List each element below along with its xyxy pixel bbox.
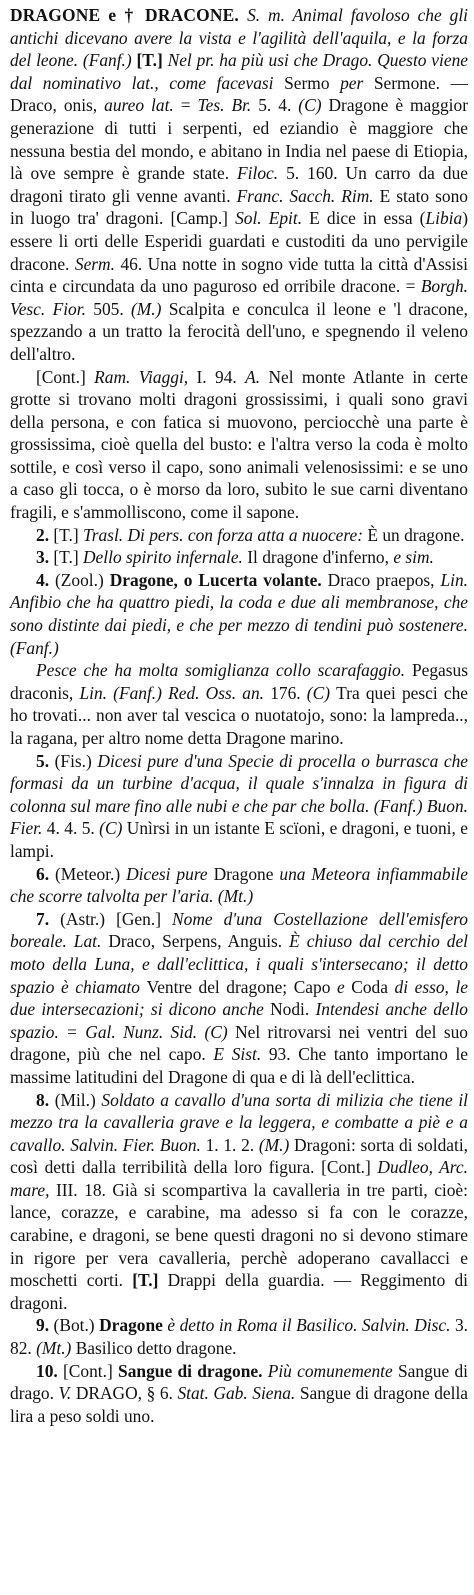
entry-text-segment: È chiuso dal cerchio del moto della Luna, e dall'eclittica, i quali s'intersecano; il detto spazio è chiamato: [10, 931, 469, 997]
entry-paragraph-10: [10, 1314, 468, 1359]
entry-text-segment: 1. 1. 2.: [205, 1134, 259, 1155]
entry-text-segment: di esso, le due intersecazioni; si dicono anche: [10, 976, 468, 1020]
entry-text-segment: [T.]: [136, 50, 168, 71]
entry-text-segment: DRAGO,: [75, 1383, 147, 1404]
entry-text-segment: 5. 4.: [258, 95, 299, 116]
entry-text-segment: 505.: [93, 298, 132, 319]
entry-text-segment: Ventre del dragone;: [146, 976, 294, 997]
dictionary-entry-body: [10, 4, 468, 1427]
entry-text-segment: S. m. Animal favoloso che gli antichi dicevano avere la vista e l'agilità dell'aquila, e la forza del leone. (Fanf.): [10, 5, 468, 71]
entry-text-segment: 3. 82.: [10, 1315, 469, 1359]
entry-text-segment: Scalpita e conculca il leone e 'l dracone, spezzando a un tratto la ferocità dell'uno, e spegnendo il veleno dell'altro.: [10, 298, 468, 364]
entry-paragraph-7: [10, 863, 468, 908]
entry-text-segment: Trasl. Di pers. con forza atta a nuocere:: [83, 524, 368, 545]
entry-text-segment: ) essere li orti delle Esperidi guardati e custoditi da uno pervigile dracone.: [10, 208, 468, 274]
entry-text-segment: Dragone è maggior generazione di tutti i serpenti, ed eziandio è maggiore che nessuna bestia del mondo, e abitano in India nel paese di Etiopia, là ove sempre è grande state.: [10, 95, 468, 184]
entry-text-segment: =: [180, 95, 198, 116]
entry-text-segment: Franc. Sacch. Rim.: [236, 185, 380, 206]
entry-text-segment: A.: [245, 366, 269, 387]
entry-text-segment: aureo lat.: [104, 95, 181, 116]
entry-text-segment: (Meteor.): [54, 863, 127, 884]
entry-text-segment: Lin. (Fanf.) Red. Oss. an.: [79, 682, 271, 703]
entry-text-segment: Sermone. —: [373, 72, 468, 93]
entry-text-segment: Il dragone d'inferno,: [247, 547, 394, 568]
entry-paragraph-4: [10, 569, 468, 659]
entry-text-segment: Draco praepos,: [327, 569, 441, 590]
entry-text-segment: Unìrsi in un istante E scïoni, e dragoni, e tuoni, e lampi.: [10, 818, 468, 861]
entry-text-segment: Dragone: [213, 863, 280, 884]
entry-text-segment: Tra quei pesci che ho trovati... non aver tal vescica o nuotatojo, sono: la lampreda.., la ragana, per altro nome detta Dragone marino.: [10, 682, 468, 748]
entry-text-segment: Coda: [351, 976, 395, 997]
entry-text-segment: (M.): [131, 298, 169, 319]
entry-text-segment: (Zool.): [55, 569, 110, 590]
entry-text-segment: e sim.: [393, 547, 434, 568]
entry-paragraph-8: [10, 908, 468, 1089]
entry-text-segment: 46. Una notte in sogno vide tutta la città d'Assisi cinta e circundata da uno paguroso ed orribile dracone. =: [10, 253, 469, 297]
entry-text-segment: (Astr.) [Gen.]: [60, 908, 173, 929]
entry-text-segment: e: [336, 976, 352, 997]
entry-text-segment: Dragoni: sorta di soldati, così detti dalla terribilità della loro figura. [Cont.]: [10, 1134, 469, 1178]
entry-paragraph-9: [10, 1089, 468, 1315]
entry-text-segment: (Mt.): [36, 1338, 76, 1359]
entry-text-segment: III. 18. Già si scompartiva la cavalleria in tre parti, cioè: lance, corazze, e carabine, ma adesso si fa con le corazze, carabine, e dragoni, se bene questi dragoni no si devono stimare in rigore per vera cavalleria, perchè adoperano cavallacci e moschetti corti.: [10, 1179, 468, 1291]
entry-text-segment: Pegasus draconis,: [10, 660, 468, 703]
entry-text-segment: Borgh. Vesc. Fior.: [10, 276, 468, 319]
entry-text-segment: Drappi della guardia. — Reggimento di dragoni.: [10, 1270, 468, 1313]
entry-text-segment: Dudleo, Arc. mare,: [10, 1157, 468, 1200]
entry-paragraph-6: [10, 750, 468, 863]
entry-paragraph-5: [10, 659, 468, 749]
entry-text-segment: E dice in essa (: [309, 208, 426, 229]
entry-text-segment: Più comunemente: [267, 1360, 398, 1381]
entry-text-segment: Nel monte Atlante in certe grotte si trovano molti dragoni grossissimi, i quali sono gravi della persona, e con fatica si muovono, perciocchè una parte è grossissima, cioè quella del busto: e l'altra verso la coda è molto sottile, e così verso il capo, sono animali velenosissimi: e se uno a caso gli tocca, o è morso da loro, subito le sue carni diventano fragili, e s'ammolliscono, come il sapone.: [10, 366, 468, 523]
entry-text-segment: Tes. Br.: [197, 95, 259, 116]
entry-text-segment: Pesce che ha molta somiglianza collo scarafaggio.: [36, 660, 412, 681]
entry-text-segment: Capo: [293, 976, 337, 997]
entry-paragraph-2: [10, 524, 468, 547]
entry-text-segment: Dragone: [99, 1315, 168, 1336]
entry-text-segment: Libia: [425, 208, 463, 229]
entry-text-segment: Nel pr. ha più usi che Drago. Questo viene dal nominativo lat., come facevasi: [10, 50, 468, 93]
entry-text-segment: (M.): [258, 1134, 295, 1155]
entry-text-segment: Draco, Serpens, Anguis.: [108, 931, 290, 952]
entry-paragraph-0: [10, 4, 468, 366]
entry-text-segment: per: [340, 72, 374, 93]
entry-text-segment: 5. 160. Un carro da due dragoni tirato gli venne avanti.: [10, 163, 468, 206]
entry-text-segment: (Mil.): [54, 1089, 102, 1110]
entry-text-segment: Sol. Epit.: [235, 208, 310, 229]
entry-text-segment: Soldato a cavallo d'una sorta di milizia che tiene il mezzo tra la cavalleria grave e la leggera, e combatte a piè e a cavallo. Salvin. Fier. Buon.: [10, 1089, 469, 1155]
entry-text-segment: una Meteora infiammabile che scorre talvolta per l'aria. (Mt.): [10, 863, 468, 907]
entry-text-segment: 176.: [270, 682, 307, 703]
entry-text-segment: Filoc.: [237, 163, 287, 184]
entry-text-segment: Ram. Viaggi,: [94, 366, 197, 387]
entry-paragraph-11: [10, 1360, 468, 1428]
entry-text-segment: 6.: [36, 863, 55, 884]
entry-text-segment: § 6.: [146, 1383, 178, 1404]
entry-text-segment: 9.: [36, 1315, 54, 1336]
entry-text-segment: Dragone, o Lucerta volante.: [109, 569, 328, 590]
entry-text-segment: Lin. Anfibio che ha quattro piedi, la coda e due ali membranose, che sono distinte dai piedi, e che per mezzo di tendini può sostenere. (Fanf.): [10, 569, 469, 658]
entry-text-segment: 8.: [36, 1089, 55, 1110]
entry-text-segment: [Cont.]: [63, 1360, 119, 1381]
entry-text-segment: E Sist.: [213, 1044, 269, 1065]
entry-text-segment: (C): [204, 1021, 236, 1042]
entry-text-segment: è detto in Roma il Basilico. Salvin. Disc.: [167, 1315, 455, 1336]
entry-text-segment: Draco, onis,: [10, 95, 105, 116]
entry-text-segment: Nome d'una Costellazione dell'emisfero boreale. Lat.: [10, 908, 469, 952]
entry-text-segment: Sangue di dragone.: [118, 1360, 268, 1381]
entry-text-segment: Basilico detto dragone.: [75, 1338, 237, 1359]
entry-text-segment: Serm.: [74, 253, 121, 274]
entry-text-segment: Nel ritrovarsi nei ventri del suo dragone, più che nel capo.: [10, 1021, 469, 1065]
entry-text-segment: Dicesi pure d'una Specie di procella o burrasca che formasi da un turbine d'acqua, il quale s'innalza in figura di colonna sul mare fino alle nubi e che par che bolla. (Fanf.) Buon. Fier.: [10, 750, 468, 839]
entry-text-segment: Dello spirito infernale.: [83, 547, 248, 568]
entry-text-segment: 4.: [36, 569, 55, 590]
entry-text-segment: (C): [298, 95, 329, 116]
entry-text-segment: (Fis.): [54, 750, 98, 771]
entry-text-segment: È un dragone.: [367, 524, 465, 545]
entry-text-segment: Dicesi pure: [126, 863, 214, 884]
entry-paragraph-1: [10, 366, 468, 524]
entry-text-segment: 7.: [36, 908, 61, 929]
entry-text-segment: Stat. Gab. Siena.: [177, 1383, 300, 1404]
entry-text-segment: [T.]: [53, 524, 83, 545]
entry-text-segment: Intendesi anche dello spazio. = Gal. Nunz. Sid.: [10, 999, 468, 1042]
entry-text-segment: Sangue di drago.: [10, 1360, 468, 1404]
entry-paragraph-3: [10, 546, 468, 569]
entry-text-segment: V.: [58, 1383, 76, 1404]
entry-text-segment: 93. Che tanto importano le massime latitudini del Dragone di qua e di là dell'eclittica.: [10, 1044, 469, 1087]
entry-text-segment: (C): [99, 818, 127, 839]
entry-text-segment: (C): [306, 682, 337, 703]
entry-text-segment: 2.: [36, 524, 54, 545]
entry-text-segment: I. 94.: [196, 366, 246, 387]
entry-text-segment: [Cont.]: [36, 366, 95, 387]
entry-text-segment: [T.]: [53, 547, 83, 568]
entry-headword: DRAGONE e † DRACONE.: [10, 5, 248, 25]
entry-text-segment: (Bot.): [53, 1315, 100, 1336]
entry-text-segment: 3.: [36, 547, 54, 568]
entry-text-segment: E stato sono in luogo tra' dragoni. [Camp.]: [10, 185, 468, 229]
entry-text-segment: Nodi.: [270, 999, 316, 1020]
entry-text-segment: Sermo: [284, 72, 341, 93]
entry-text-segment: 5.: [36, 750, 55, 771]
entry-text-segment: 4. 4. 5.: [46, 818, 100, 839]
entry-text-segment: [T.]: [132, 1270, 168, 1291]
entry-text-segment: 10.: [36, 1360, 64, 1381]
entry-text-segment: Sangue di dragone della lira a peso soldi uno.: [10, 1383, 469, 1426]
